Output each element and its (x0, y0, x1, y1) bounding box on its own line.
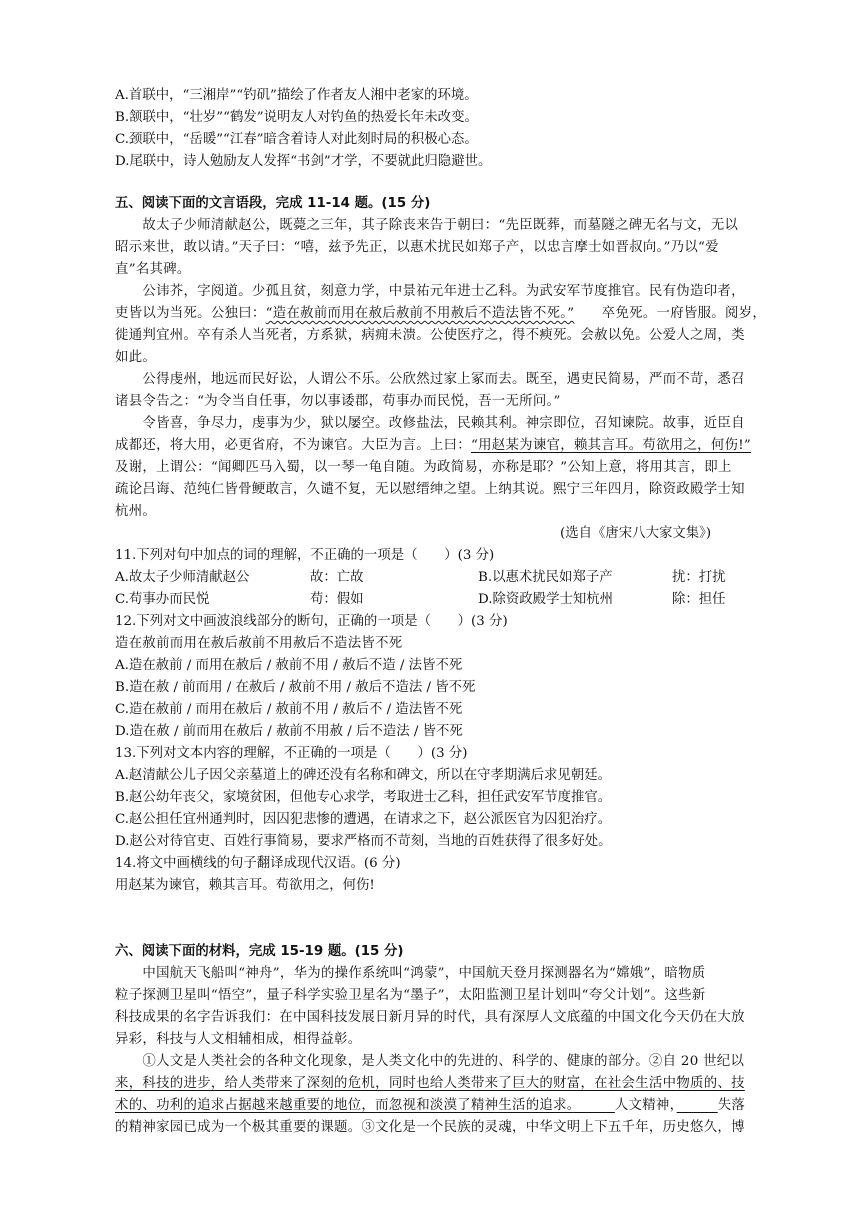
q13-option-a: A.赵清献公儿子因父亲墓道上的碑还没有名称和碑文，所以在守孝期满后求见朝廷。 (115, 768, 611, 783)
q11-option-a: A.故太子少师清献赵公 (115, 570, 250, 585)
q10-option-b: B.颔联中，“壮岁”“鹤发”说明友人对钓鱼的热爱长年未改变。 (115, 110, 478, 125)
q11-option-b-gloss: 扰：打扰 (672, 570, 726, 585)
q12-option-c: C.造在赦前 / 而用在赦后 / 赦前不用 / 赦后不 / 造法皆不死 (115, 702, 463, 717)
passage-text: 失落 (717, 1098, 746, 1113)
q11-option-c-gloss: 苟：假如 (310, 592, 364, 607)
q14-sentence: 用赵某为谏官，赖其言耳。苟欲用之，何伤! (115, 878, 375, 893)
wavy-underlined-sentence: “造在赦前而用在赦后赦前不用赦后不造法皆不死。” (265, 306, 575, 321)
passage-line: 公得虔州，地远而民好讼，人谓公不乐。公欣然过家上冢而去。既至，遇吏民简易，严而不苛，悉召 (115, 372, 745, 387)
passage-line: 及谢，上谓公：“闻卿匹马入蜀，以一琴一龟自随。为政简易，亦称是耶？”公知上意，将用其言，即上 (115, 460, 732, 475)
material-line (115, 1074, 745, 1094)
passage-text: 成都还，将大用，必更省府，不为谏官。大臣为言。上曰： (115, 438, 471, 453)
q11-option-d-gloss: 除：担任 (672, 592, 726, 607)
passage-line (115, 304, 766, 324)
underlined-sentence: “用赵某为谏官，赖其言耳。苟欲用之，何伤!” (470, 438, 752, 453)
q11-option-d: D.除资政殿学士知杭州 (478, 592, 614, 607)
section6-heading: 六、阅读下面的材料，完成 15-19 题。(15 分) (115, 944, 404, 959)
q11-option-c: C.苟事办而民悦 (115, 592, 210, 607)
passage-line: 直”名其碑。 (115, 262, 191, 277)
underlined-text: 同时也给人类带来了巨大的财富，在社会生活中物质的、技 (388, 1076, 745, 1091)
passage-line: 如此。 (115, 350, 157, 365)
passage-line: 令皆喜，争尽力，虔事为少，狱以屡空。改修盐法，民赖其利。神宗即位，召知谏院。故事，近臣自 (115, 416, 745, 431)
q13-stem: 13.下列对文本内容的理解，不正确的一项是（ ）(3 分) (115, 746, 468, 761)
material-line: 粒子探测卫星叫“悟空”，量子科学实验卫星名为“墨子”，太阳监测卫星计划叫“夸父计划”。这些新 (115, 988, 706, 1003)
passage-text: 卒免死。一府皆服。阅岁， (574, 306, 767, 321)
q13-option-d: D.赵公对待官吏、百姓行事简易，要求严格而不苛刻，当地的百姓获得了很多好处。 (115, 834, 612, 849)
q10-option-a: A.首联中，“三湘岸”“钓矶”描绘了作者友人湘中老家的环境。 (115, 88, 478, 103)
material-line: 的精神家园已成为一个极其重要的课题。③文化是一个民族的灵魂，中华文明上下五千年，历史悠久，博 (115, 1120, 745, 1135)
material-line: ①人文是人类社会的各种文化现象，是人类文化中的先进的、科学的、健康的部分。②自 20 世纪以 (115, 1054, 745, 1069)
q11-stem: 11.下列对句中加点的词的理解，不正确的一项是（ ）(3 分) (115, 548, 495, 563)
q12-stem: 12.下列对文中画波浪线部分的断句，正确的一项是（ ）(3 分) (115, 614, 508, 629)
passage-line: 杭州。 (115, 504, 157, 519)
q10-option-c: C.颈联中，“岳暖”“江春”暗含着诗人对此刻时局的积极心态。 (115, 132, 478, 147)
passage-text: 人文精神， (614, 1098, 677, 1113)
q11-option-b: B.以惠术扰民如郑子产 (478, 570, 613, 585)
passage-source: (选自《唐宋八大家文集》) (560, 526, 712, 541)
q14-stem: 14.将文中画横线的句子翻译成现代汉语。(6 分) (115, 856, 401, 871)
q10-option-d: D.尾联中，诗人勉励友人发挥“书剑”才学，不要就此归隐避世。 (115, 154, 492, 169)
fill-blank (574, 1098, 615, 1113)
passage-line: 诸县令告之：“为令当自任事，勿以事诿郡，苟事办而民悦，吾一无所问。” (115, 394, 561, 409)
material-line: 科技成果的名字告诉我们：在中国科技发展日新月异的时代，具有深厚人文底蕴的中国文化今天仍在大放 (115, 1010, 745, 1025)
material-line: 中国航天飞船叫“神舟”，华为的操作系统叫“鸿蒙”，中国航天登月探测器名为“嫦娥”，暗物质 (115, 966, 706, 981)
fill-blank (677, 1098, 718, 1113)
q12-sentence: 造在赦前而用在赦后赦前不用赦后不造法皆不死 (115, 636, 403, 651)
q12-option-a: A.造在赦前 / 而用在赦后 / 赦前不用 / 赦后不造 / 法皆不死 (115, 658, 463, 673)
underlined-text: 来，科技的进步，给人类带来了深刻的危机， (115, 1076, 389, 1091)
passage-line: 昭示来世，敢以请。”天子曰：“嘻，兹予先正，以惠术扰民如郑子产，以忠言摩士如晋叔向。”乃以“爱 (115, 240, 719, 255)
material-line (115, 1096, 745, 1116)
q11-option-a-gloss: 故：亡故 (310, 570, 364, 585)
passage-line: 疏论吕诲、范纯仁皆骨鲠敢言，久谴不复，无以慰缙绅之望。上纳其说。熙宁三年四月，除资政殿学士知 (115, 482, 745, 497)
passage-line: 公讳芥，字阅道。少孤且贫，刻意力学，中景祐元年进士乙科。为武安军节度推官。民有伪造印者， (115, 284, 745, 299)
passage-line: 故太子少师清献赵公，既薨之三年，其子除丧来告于朝曰：“先臣既葬，而墓隧之碑无名与文，无以 (115, 218, 739, 233)
section5-heading: 五、阅读下面的文言语段，完成 11-14 题。(15 分) (115, 196, 431, 211)
q12-option-b: B.造在赦 / 前而用 / 在赦后 / 赦前不用 / 赦后不造法 / 皆不死 (115, 680, 476, 695)
passage-line (115, 436, 751, 456)
q13-option-c: C.赵公担任宜州通判时，因囚犯悲惨的遭遇，在请求之下，赵公派医官为囚犯治疗。 (115, 812, 612, 827)
material-line: 异彩，科技与人文相辅相成，相得益彰。 (115, 1032, 362, 1047)
q13-option-b: B.赵公幼年丧父，家境贫困，但他专心求学，考取进士乙科，担任武安军节度推官。 (115, 790, 612, 805)
passage-line: 徙通判宜州。卒有杀人当死者，方系狱，病痈未溃。公使医疗之，得不瘐死。会赦以免。公爱人之周，类 (115, 328, 745, 343)
q12-option-d: D.造在赦 / 前而用在赦后 / 赦前不用赦 / 后不造法 / 皆不死 (115, 724, 463, 739)
passage-text: 吏皆以为当死。公独曰： (115, 306, 266, 321)
underlined-text: 术的、功利的追求占据越来越重要的地位，而忽视和淡漠了精神生活的追求。 (115, 1098, 574, 1113)
